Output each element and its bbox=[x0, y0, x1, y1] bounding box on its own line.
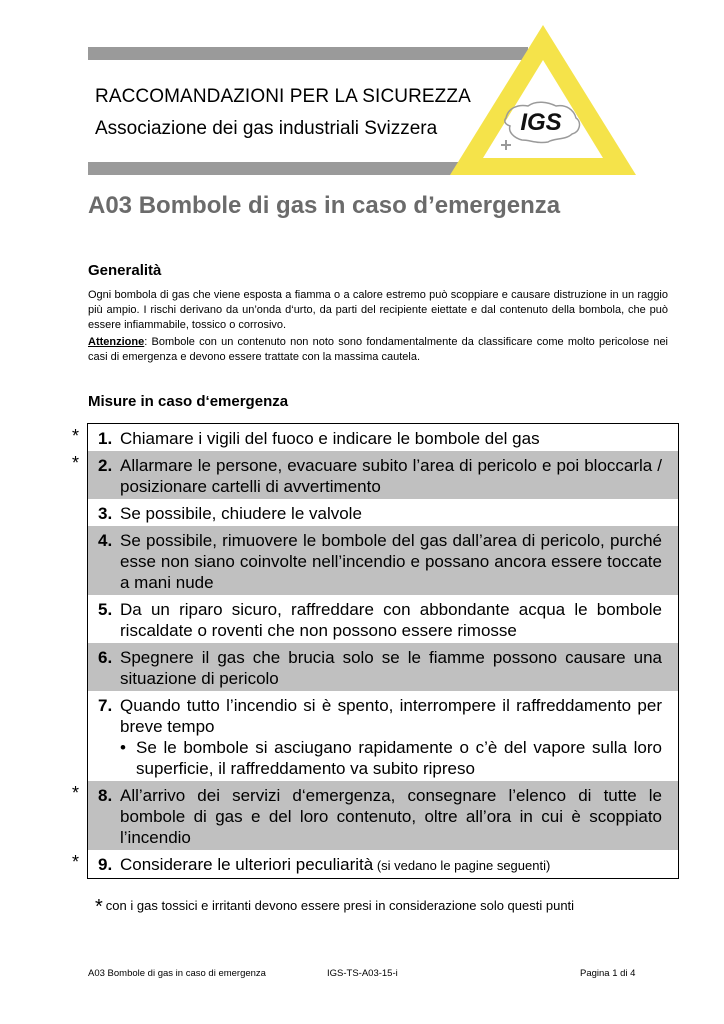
measure-number: 8. bbox=[98, 786, 113, 805]
section-heading-general: Generalità bbox=[88, 262, 162, 279]
header-title: RACCOMANDAZIONI PER LA SICUREZZA bbox=[95, 86, 471, 107]
header-subtitle: Associazione dei gas industriali Svizzera bbox=[95, 118, 438, 139]
measure-bullet bbox=[120, 737, 662, 779]
measure-row bbox=[88, 850, 678, 878]
footnote bbox=[95, 893, 574, 916]
measure-text-main: Se possibile, rimuovere le bombole del gas dall’area di pericolo, purché esse non siano coinvolte nell’incendio e possano ancora essere toccate a mani nude bbox=[120, 531, 662, 592]
section-heading-measures: Misure in caso d‘emergenza bbox=[88, 393, 289, 410]
measure-text-main: Considerare le ulteriori peculiarità bbox=[120, 855, 374, 874]
footer-document-title: A03 Bombole di gas in caso di emergenza bbox=[88, 968, 266, 979]
measure-text bbox=[120, 503, 662, 524]
measure-text bbox=[120, 428, 662, 449]
measure-row bbox=[88, 643, 678, 691]
measure-text-main: Chiamare i vigili del fuoco e indicare le bombole del gas bbox=[120, 429, 540, 448]
bullet-icon: • bbox=[120, 738, 126, 757]
measure-row bbox=[88, 595, 678, 643]
measure-row bbox=[88, 451, 678, 499]
measure-text bbox=[120, 647, 662, 689]
footer-document-code: IGS-TS-A03-15-i bbox=[327, 968, 398, 979]
measure-text bbox=[120, 530, 662, 593]
measure-bullet-text: Se le bombole si asciugano rapidamente o c’è del vapore sulla loro superficie, il raffreddamento va subito ripreso bbox=[136, 738, 662, 778]
attention-text: : Bombole con un contenuto non noto sono fondamentalmente da classificare come molto pericolose nei casi di emergenza e devono essere trattate con la massima cautela. bbox=[88, 336, 668, 363]
measure-number: 5. bbox=[98, 600, 113, 619]
measure-text-main: Spegnere il gas che brucia solo se le fiamme possono causare una situazione di pericolo bbox=[120, 648, 662, 688]
measure-text-main: Quando tutto l’incendio si è spento, interrompere il raffreddamento per breve tempo bbox=[120, 696, 662, 736]
footnote-star: * bbox=[95, 896, 103, 918]
measure-text bbox=[120, 599, 662, 641]
measure-text bbox=[120, 854, 662, 876]
footnote-text: con i gas tossici e irritanti devono essere presi in considerazione solo questi punti bbox=[105, 898, 575, 913]
star-marker: * bbox=[72, 453, 80, 473]
measure-note: (si vedano le pagine seguenti) bbox=[373, 858, 551, 873]
measure-text bbox=[120, 695, 662, 737]
measure-text-main: Allarmare le persone, evacuare subito l’area di pericolo e poi bloccarla / posizionare cartelli di avvertimento bbox=[120, 456, 662, 496]
measure-row bbox=[88, 499, 678, 526]
measure-text bbox=[120, 785, 662, 848]
measure-text bbox=[120, 455, 662, 497]
measure-number: 4. bbox=[98, 531, 113, 550]
star-marker: * bbox=[72, 852, 80, 872]
measure-number: 7. bbox=[98, 696, 113, 715]
measure-text-main: Da un riparo sicuro, raffreddare con abbondante acqua le bombole riscaldate o roventi che non possono essere rimosse bbox=[120, 600, 662, 640]
footer-page-number: Pagina 1 di 4 bbox=[580, 968, 636, 979]
measure-number: 9. bbox=[98, 855, 113, 874]
logo-text: IGS bbox=[520, 109, 562, 136]
measure-number: 6. bbox=[98, 648, 113, 667]
attention-label: Attenzione bbox=[88, 336, 145, 348]
general-paragraph: Ogni bombola di gas che viene esposta a fiamma o a calore estremo può scoppiare e causare distruzione in un raggio più ampio. I rischi derivano da un’onda d‘urto, da parti del recipiente eiettate e dal contenuto della bombola, che può essere infiammabile, tossico o corrosivo. bbox=[88, 289, 668, 331]
measure-number: 3. bbox=[98, 504, 113, 523]
measure-row bbox=[88, 526, 678, 595]
measure-row bbox=[88, 691, 678, 781]
star-marker: * bbox=[72, 783, 80, 803]
attention-paragraph bbox=[88, 335, 668, 365]
igs-logo bbox=[448, 22, 638, 178]
measures-table bbox=[87, 423, 679, 879]
star-marker: * bbox=[72, 426, 80, 446]
measure-row bbox=[88, 424, 678, 451]
measure-text-main: Se possibile, chiudere le valvole bbox=[120, 504, 362, 523]
page-title: A03 Bombole di gas in caso d’emergenza bbox=[88, 192, 561, 219]
measure-number: 2. bbox=[98, 456, 113, 475]
measure-number: 1. bbox=[98, 429, 113, 448]
measure-text-main: All’arrivo dei servizi d‘emergenza, consegnare l’elenco di tutte le bombole di gas e del loro contenuto, oltre all’ora in cui è scoppiato l’incendio bbox=[120, 786, 662, 847]
measure-row bbox=[88, 781, 678, 850]
